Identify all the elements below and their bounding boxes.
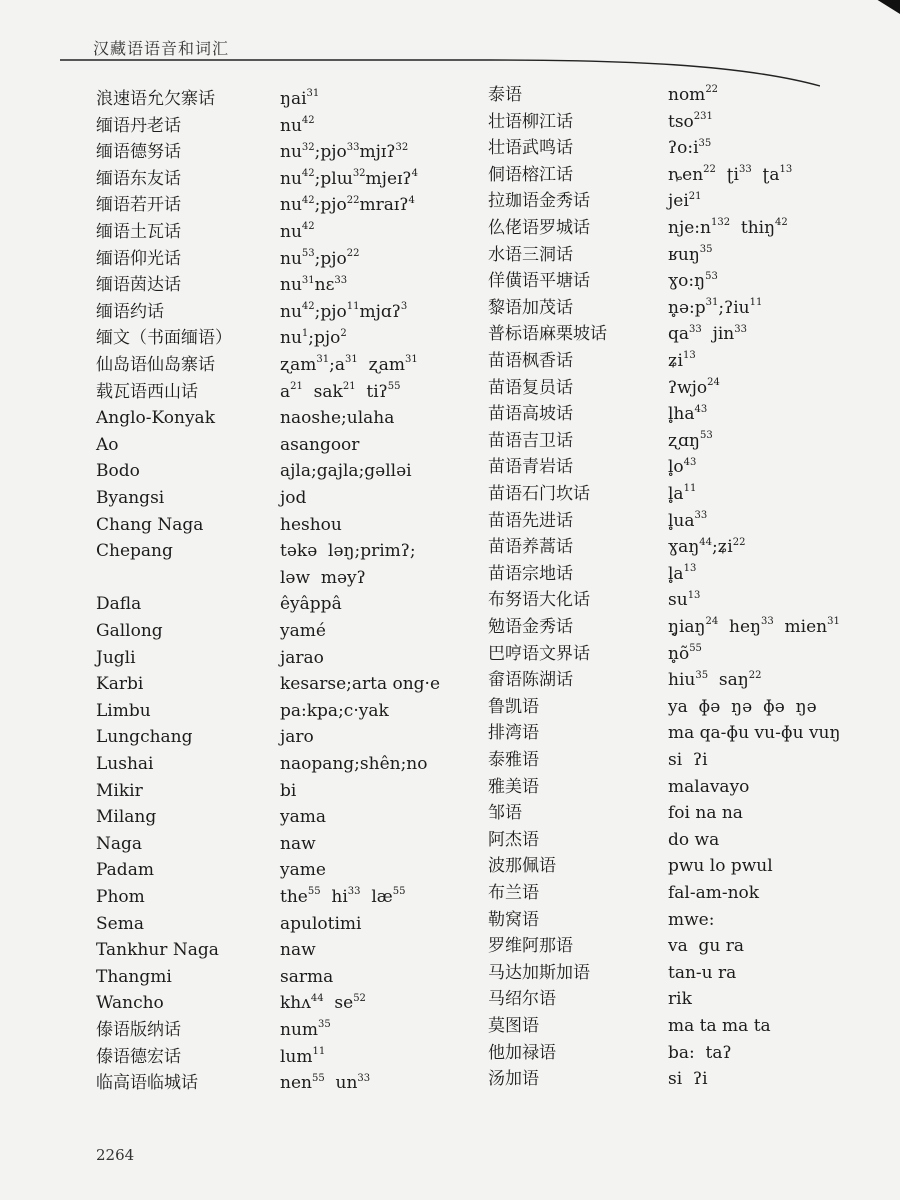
entry-language: Anglo-Konyak [96, 408, 215, 429]
entry-form: $ɣo:ŋ^{53}$ [668, 270, 718, 292]
entry-form: ʐɑŋ$^{53}$ [668, 430, 713, 451]
entry-language: 拉珈语金秀话 [488, 191, 590, 212]
entry-form: təkə ləŋ;primʔ; [280, 541, 416, 562]
entry-form: $nu^{42};pjo^{11}mjɑʔ^3$ [280, 301, 408, 322]
entry-language: 布努语大化话 [488, 590, 590, 611]
entry-form: $l̥a^{13}$ [668, 563, 697, 584]
entry-language: 泰语 [488, 85, 522, 105]
entry-form: khʌ$^{44}$ $se^{52}$ [280, 992, 366, 1014]
entry-form: the$^{55}$ $hi^{33}$ $læ^{55}$ [280, 886, 406, 907]
entry-language: 苗语枫香话 [488, 351, 573, 371]
entry-form: asangoor [280, 434, 360, 455]
entry-language: 仫佬语罗城话 [488, 218, 590, 238]
entry-language: 载瓦语西山话 [96, 381, 198, 402]
entry-language: Limbu [96, 700, 151, 721]
entry-form: nen$^{55}$ $un^{33}$ [280, 1072, 371, 1094]
entry-language: 缅语约话 [96, 301, 164, 322]
entry-form: ʔwjo$^{24}$ [668, 376, 720, 398]
entry-form: malavayo [668, 776, 750, 797]
entry-form: $nu^{42}$ [280, 221, 315, 242]
page-number: 2264 [96, 1146, 135, 1164]
entry-form: yame [280, 860, 326, 881]
entry-form: fal-am-nok [668, 883, 760, 903]
entry-form: va gu ra [668, 936, 745, 957]
entry-language: Lushai [96, 754, 154, 774]
entry-language: 傣语版纳话 [96, 1020, 181, 1040]
entry-form: mwe: [668, 909, 715, 930]
entry-language: 畲语陈湖话 [488, 670, 573, 691]
entry-form: $n̥õ^{55}$ [668, 642, 702, 664]
entry-language: 苗语石门坎话 [488, 484, 590, 504]
entry-language: 缅语茵达话 [96, 275, 181, 296]
entry-language: 勉语金秀话 [488, 617, 573, 637]
entry-language: Padam [96, 860, 154, 881]
entry-form: ȵen$^{22}$ ʈi$^{33}$ ʈa$^{13}$ [668, 164, 793, 185]
entry-language: 缅语德努话 [96, 142, 181, 163]
entry-form: $nu^1;pjo^2$ [280, 327, 347, 349]
entry-form: sarma [280, 966, 334, 987]
entry-language: Milang [96, 807, 157, 828]
entry-form: foi na na [668, 803, 743, 824]
entry-form: jod [280, 488, 307, 508]
entry-language: Dafla [96, 594, 142, 615]
entry-language: 苗语高坡话 [488, 404, 573, 425]
entry-form: ya ɸə ŋə ɸə ŋə [668, 696, 817, 717]
entry-language: 雅美语 [488, 776, 539, 797]
entry-form: jaro [280, 727, 314, 748]
entry-form: ʑi$^{13}$ [668, 350, 696, 371]
entry-form: $l̥a^{11}$ [668, 483, 697, 504]
entry-language: Karbi [96, 674, 144, 695]
entry-language: 莫图语 [488, 1016, 539, 1036]
entry-language: Ao [96, 434, 119, 455]
entry-form: apulotimi [280, 913, 362, 934]
entry-language: 苗语养蒿话 [488, 537, 573, 558]
entry-language: 临高语临城话 [96, 1073, 198, 1094]
entry-language: 黎语加茂话 [488, 297, 573, 318]
entry-form: jarao [280, 647, 324, 668]
entry-language: Chang Naga [96, 514, 204, 535]
entry-form: yama [280, 807, 326, 828]
entry-language: 阿杰语 [488, 829, 539, 850]
entry-form: bi [280, 780, 297, 801]
entry-language: 苗语青岩话 [488, 457, 573, 478]
entry-language: 缅语仰光话 [96, 248, 181, 269]
entry-form: nom$^{22}$ [668, 84, 719, 105]
entry-form: ma qa-ɸu vu-ɸu vuŋ [668, 723, 841, 744]
entry-form: $ʔo:i^{35}$ [668, 137, 712, 159]
entry-language: Chepang [96, 541, 173, 562]
entry-form: pa:kpa;c·yak [280, 700, 389, 721]
entry-form: $nu^{42};plɯ^{32}mjeɪʔ^4$ [280, 168, 418, 189]
entry-form: hiu$^{35}$ saŋ$^{22}$ [668, 669, 762, 691]
entry-form: $l̥ha^{43}$ [668, 403, 708, 425]
entry-form: naopang;shên;no [280, 754, 428, 774]
entry-language: Bodo [96, 461, 140, 482]
entry-form: $su^{13}$ [668, 589, 701, 611]
entry-language: Thangmi [96, 966, 172, 987]
entry-form: $ʐam^{31};a^{31}$ ʐam$^{31}$ [280, 354, 418, 375]
entry-language: 苗语复员话 [488, 377, 573, 398]
entry-language: 勒窝语 [488, 909, 539, 930]
entry-language: 苗语吉卫话 [488, 430, 573, 451]
entry-language: 缅语若开话 [96, 195, 181, 216]
entry-language: 巴哼语文界话 [488, 643, 590, 664]
entry-form: naw [280, 940, 316, 961]
entry-language: 佯僙语平塘话 [488, 271, 590, 292]
entry-language: Byangsi [96, 488, 165, 508]
entry-language: 苗语宗地话 [488, 563, 573, 584]
entry-language: 仙岛语仙岛寨话 [96, 355, 215, 375]
entry-form: si ʔi [668, 1069, 708, 1090]
entry-form: $nu^{42};pjo^{22}mraɪʔ^4$ [280, 194, 415, 216]
entry-form: num$^{35}$ [280, 1019, 331, 1040]
entry-form: ma ta ma ta [668, 1016, 771, 1036]
entry-language: 布兰语 [488, 883, 539, 903]
entry-language: 马达加斯加语 [488, 962, 590, 983]
entry-form: yamé [280, 621, 326, 641]
entry-form: $nu^{31}nɛ^{33}$ [280, 274, 348, 296]
entry-language: 排湾语 [488, 723, 539, 744]
entry-language: Tankhur Naga [96, 940, 219, 961]
entry-language: 缅语东友话 [96, 168, 181, 189]
entry-language: Gallong [96, 621, 163, 641]
entry-language: Wancho [96, 993, 164, 1014]
entry-form: ajla;gajla;gəlləi [280, 461, 412, 482]
entry-language: 壮语柳江话 [488, 111, 573, 132]
entry-form: ʁuŋ$^{35}$ [668, 243, 713, 265]
entry-language: Lungchang [96, 727, 193, 748]
entry-form: tso$^{231}$ [668, 110, 713, 132]
entry-language: 缅语土瓦话 [96, 222, 181, 242]
entry-form: ləw məyʔ [280, 567, 366, 588]
entry-language: 马绍尔语 [488, 989, 556, 1010]
entry-language: Phom [96, 887, 145, 907]
entry-language: 苗语先进话 [488, 510, 573, 531]
entry-form: naw [280, 833, 316, 854]
entry-language: Sema [96, 913, 144, 934]
entry-form: $nu^{42}$ [280, 114, 315, 136]
entry-form: ba: taʔ [668, 1042, 732, 1063]
entry-form: do wa [668, 829, 720, 850]
entry-language: 汤加语 [488, 1069, 539, 1090]
entry-form: $a^{21}$ sak$^{21}$ tiʔ$^{55}$ [280, 380, 401, 402]
entry-form: lum$^{11}$ [280, 1045, 326, 1067]
running-header: 汉藏语语音和词汇 [93, 39, 230, 58]
entry-form: êyâppâ [280, 594, 342, 615]
entry-form: jei$^{21}$ [668, 190, 702, 212]
entry-form: $l̥o^{43}$ [668, 456, 697, 478]
entry-form: ɣaŋ$^{44}$;ʑi$^{22}$ [668, 536, 746, 558]
entry-language: 水语三洞话 [488, 244, 573, 265]
entry-form: $l̥ua^{33}$ [668, 509, 708, 531]
entry-language: 傣语德宏话 [96, 1046, 181, 1067]
entry-form: si ʔi [668, 750, 708, 770]
entry-form: ŋ̥iaŋ$^{24}$ heŋ$^{33}$ mien$^{31}$ [668, 616, 840, 637]
entry-form: $nu^{32};pjo^{33}mjɪʔ^{32}$ [280, 141, 409, 163]
entry-form: rik [668, 989, 692, 1010]
entry-form: $nje:n^{132}$ thiŋ$^{42}$ [668, 217, 788, 238]
entry-language: 他加禄语 [488, 1042, 556, 1063]
entry-form: heshou [280, 514, 342, 535]
entry-form: $qa^{33}$ jin$^{33}$ [668, 323, 747, 345]
entry-language: 罗维阿那语 [488, 936, 573, 957]
entry-language: 缅文（书面缅语） [96, 328, 232, 349]
entry-form: pwu lo pwul [668, 856, 773, 877]
entry-language: Mikir [96, 780, 143, 801]
entry-language: 普标语麻栗坡话 [488, 324, 607, 345]
entry-language: 波那佩语 [488, 856, 556, 877]
entry-language: 缅语丹老话 [96, 115, 181, 136]
entry-language: 侗语榕江话 [488, 164, 573, 185]
corner-mark [872, 0, 900, 14]
entry-language: Naga [96, 833, 143, 854]
entry-language: Jugli [96, 647, 136, 668]
entry-language: 浪速语允欠寨话 [96, 89, 215, 109]
entry-form: naoshe;ulaha [280, 408, 395, 429]
entry-form: ŋai$^{31}$ [280, 88, 320, 109]
entry-form: $n̥ə:p^{31};ʔiu^{11}$ [668, 297, 763, 318]
entry-form: tan-u ra [668, 962, 737, 983]
entry-language: 邹语 [488, 803, 522, 824]
entry-language: 泰雅语 [488, 750, 539, 770]
entry-form: $nu^{53};pjo^{22}$ [280, 247, 360, 269]
entry-language: 壮语武鸣话 [488, 138, 573, 159]
entry-language: 鲁凯语 [488, 696, 539, 717]
entry-form: kesarse;arta ong·e [280, 674, 441, 695]
